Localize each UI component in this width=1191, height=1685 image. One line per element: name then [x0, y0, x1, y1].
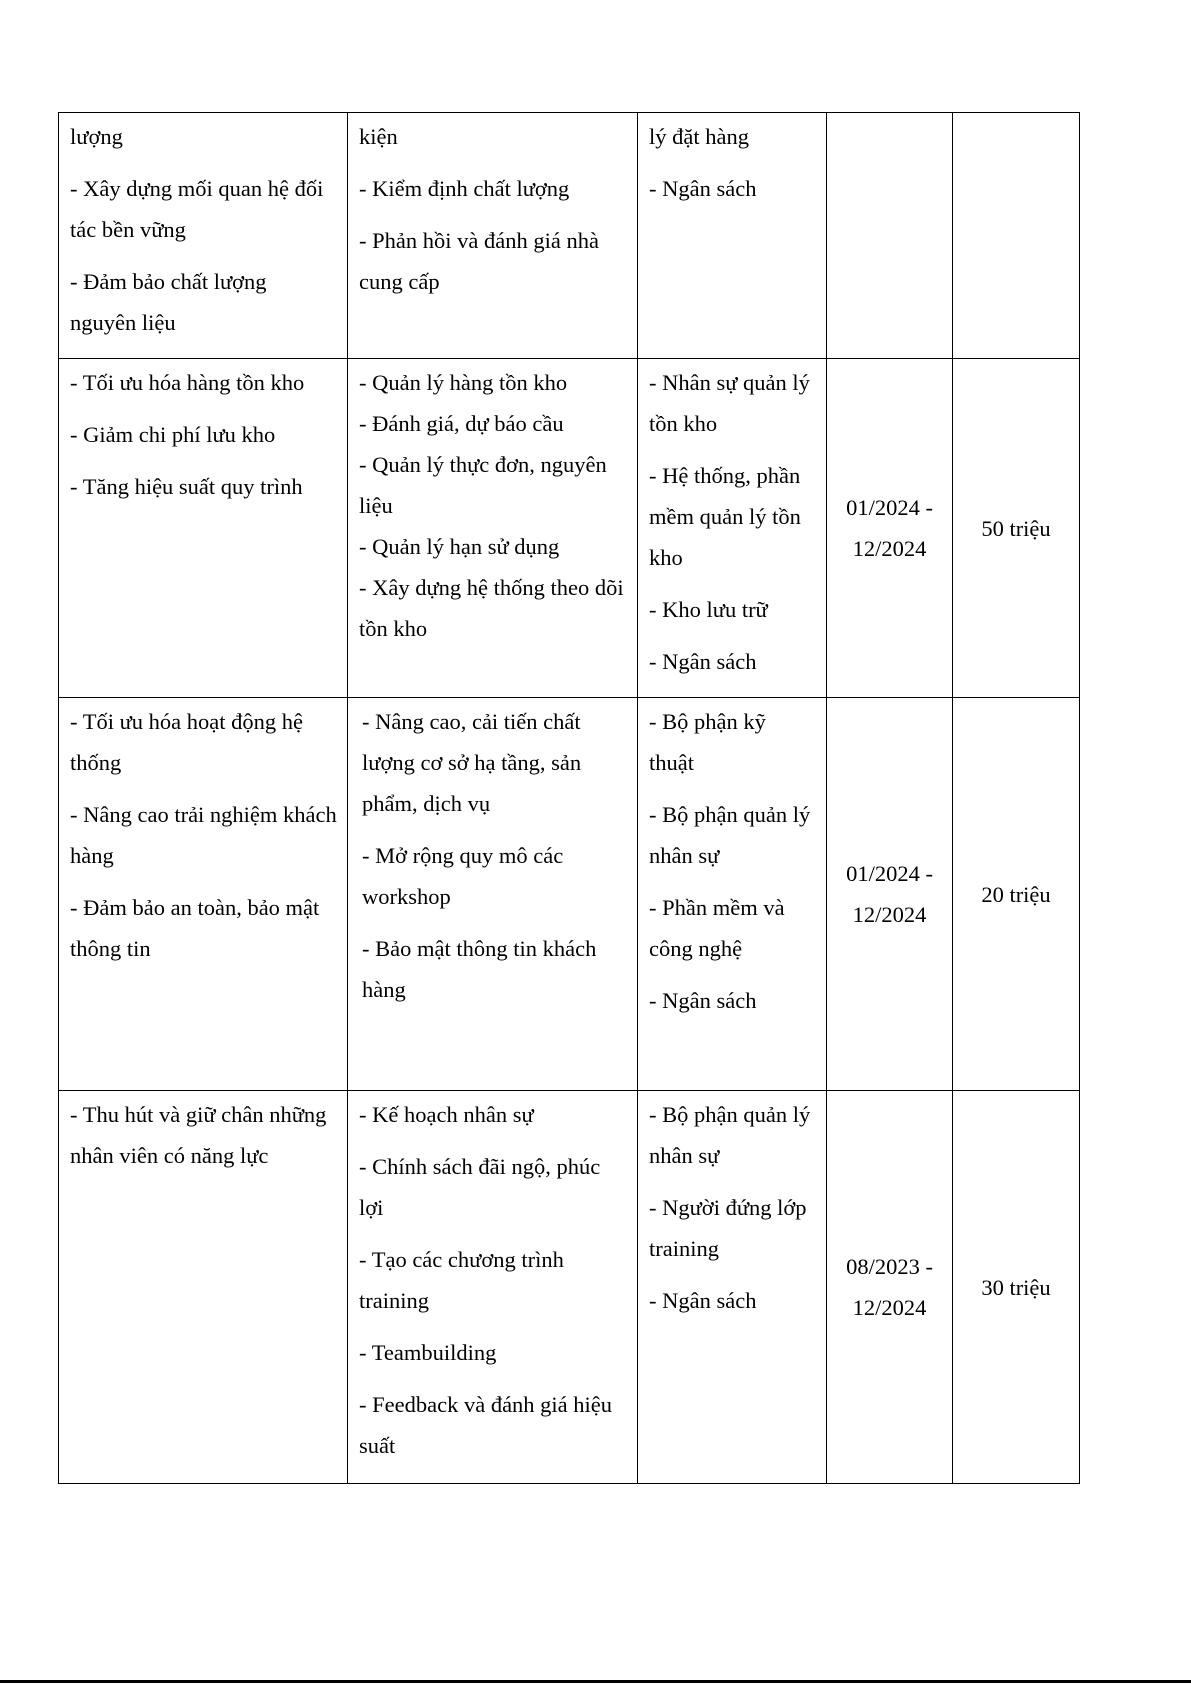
cell-line: - Phần mềm và công nghệ: [649, 895, 785, 961]
cell-line: - Ngân sách: [649, 176, 757, 201]
cell-line: - Bảo mật thông tin khách hàng: [362, 936, 597, 1002]
cell-line: - Tạo các chương trình training: [359, 1247, 564, 1313]
cell-line: - Giảm chi phí lưu kho: [70, 422, 276, 447]
resource-cell: [638, 113, 827, 359]
cell-line: - Nâng cao trải nghiệm khách hàng: [70, 802, 337, 868]
activity-cell: [348, 359, 638, 698]
timeline-cell: 01/2024 - 12/2024: [827, 359, 953, 698]
objective-cell: [59, 113, 348, 359]
page-bottom-rule: [0, 1680, 1191, 1683]
budget-cell: 20 triệu: [953, 698, 1080, 1091]
cell-line: - Đánh giá, dự báo cầu: [359, 411, 564, 436]
budget-cell: 50 triệu: [953, 359, 1080, 698]
cell-line: - Đảm bảo chất lượng nguyên liệu: [70, 269, 267, 335]
activity-cell: [348, 1091, 638, 1484]
cell-line: - Tối ưu hóa hàng tồn kho: [70, 370, 305, 395]
cell-line: - Ngân sách: [649, 988, 757, 1013]
cell-line: - Xây dựng hệ thống theo dõi tồn kho: [359, 575, 624, 641]
resource-cell: [638, 359, 827, 698]
cell-line: - Tăng hiệu suất quy trình: [70, 474, 303, 499]
cell-line: - Xây dựng mối quan hệ đối tác bền vững: [70, 176, 324, 242]
activity-cell: [348, 113, 638, 359]
cell-line: - Chính sách đãi ngộ, phúc lợi: [359, 1154, 601, 1220]
cell-line: - Mở rộng quy mô các workshop: [362, 843, 564, 909]
resource-cell: [638, 1091, 827, 1484]
cell-line: - Thu hút và giữ chân những nhân viên có năng lực: [70, 1102, 327, 1168]
cell-line: - Ngân sách: [649, 649, 757, 674]
cell-line: - Kho lưu trữ: [649, 597, 768, 622]
cell-line: - Quản lý thực đơn, nguyên liệu: [359, 452, 607, 518]
timeline-cell: 01/2024 - 12/2024: [827, 698, 953, 1091]
cell-line: - Người đứng lớp training: [649, 1195, 807, 1261]
cell-line: - Đảm bảo an toàn, bảo mật thông tin: [70, 895, 320, 961]
timeline-cell: [827, 113, 953, 359]
cell-line: - Feedback và đánh giá hiệu suất: [359, 1392, 613, 1458]
cell-line: - Kiểm định chất lượng: [359, 176, 570, 201]
budget-cell: [953, 113, 1080, 359]
cell-line: - Bộ phận kỹ thuật: [649, 709, 766, 775]
cell-line: - Quản lý hạn sử dụng: [359, 534, 560, 559]
resource-cell: [638, 698, 827, 1091]
plan-table: [58, 112, 1080, 1484]
objective-cell: [59, 359, 348, 698]
cell-line: - Tối ưu hóa hoạt động hệ thống: [70, 709, 303, 775]
activity-cell: [348, 698, 638, 1091]
cell-line: - Hệ thống, phần mềm quản lý tồn kho: [649, 463, 801, 570]
table-row: [59, 113, 1080, 359]
cell-line: lý đặt hàng: [649, 124, 749, 149]
cell-line: - Bộ phận quản lý nhân sự: [649, 802, 811, 868]
cell-line: - Quản lý hàng tồn kho: [359, 370, 568, 395]
cell-line: - Nhân sự quản lý tồn kho: [649, 370, 810, 436]
budget-cell: 30 triệu: [953, 1091, 1080, 1484]
cell-line: - Kế hoạch nhân sự: [359, 1102, 534, 1127]
cell-line: lượng: [70, 124, 123, 149]
table-row: [59, 1091, 1080, 1484]
cell-line: - Ngân sách: [649, 1288, 757, 1313]
table-row: [59, 698, 1080, 1091]
cell-line: - Teambuilding: [359, 1340, 497, 1365]
timeline-cell: 08/2023 - 12/2024: [827, 1091, 953, 1484]
cell-line: kiện: [359, 124, 398, 149]
table-row: [59, 359, 1080, 698]
cell-line: - Phản hồi và đánh giá nhà cung cấp: [359, 228, 599, 294]
cell-line: - Bộ phận quản lý nhân sự: [649, 1102, 811, 1168]
objective-cell: [59, 1091, 348, 1484]
objective-cell: [59, 698, 348, 1091]
cell-line: - Nâng cao, cải tiến chất lượng cơ sở hạ tầng, sản phẩm, dịch vụ: [362, 709, 582, 816]
